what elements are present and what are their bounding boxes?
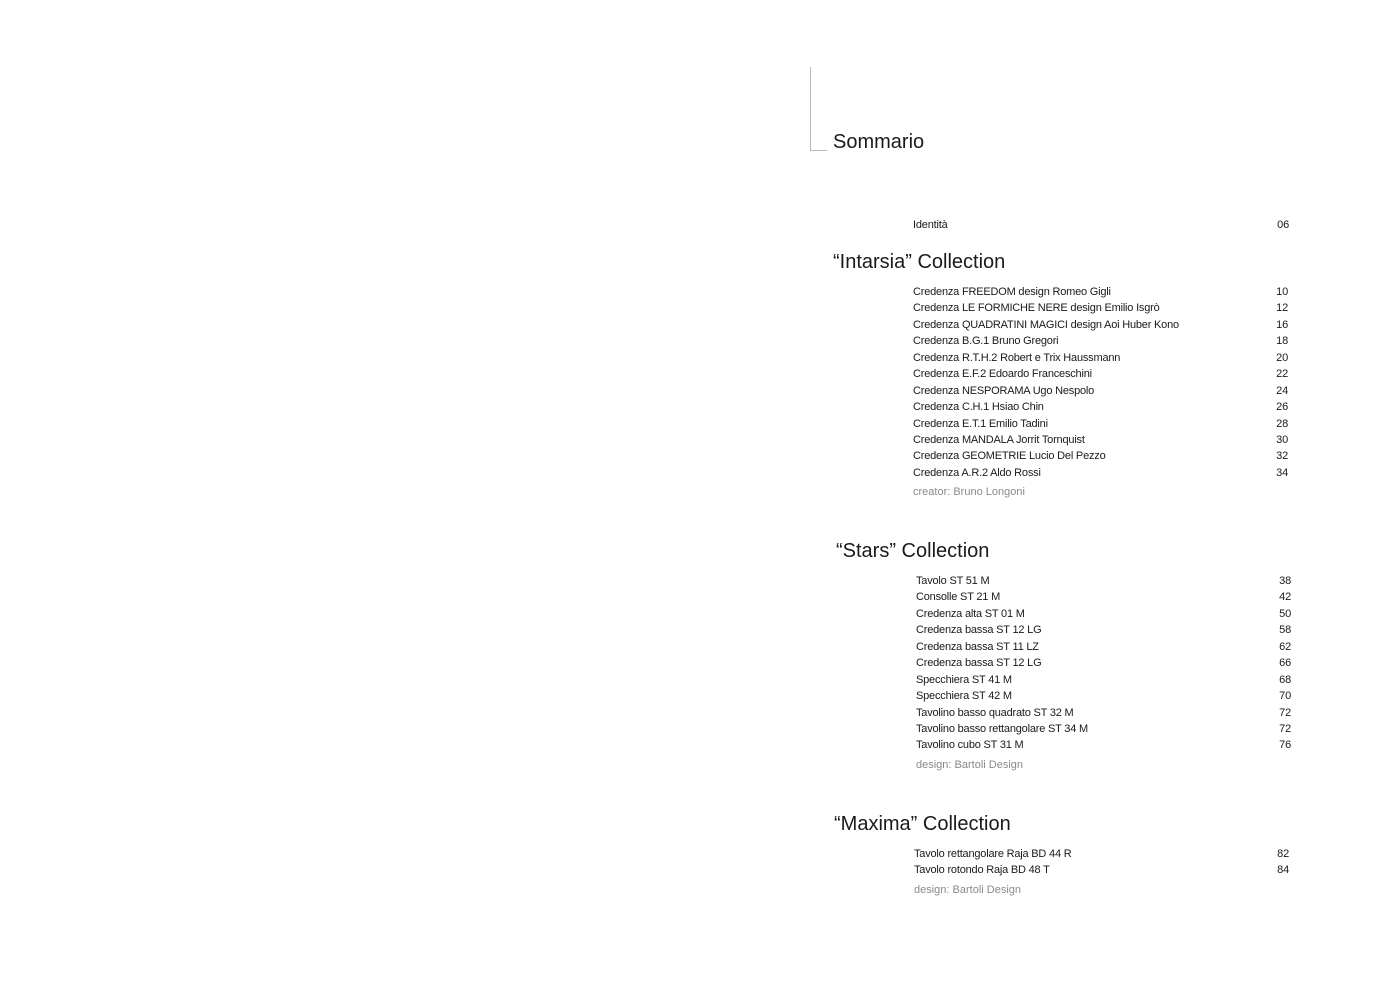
- toc-entry[interactable]: [916, 688, 1291, 704]
- toc-entry-label: Tavolo rotondo Raja BD 48 T: [914, 864, 1050, 877]
- toc-entry-label: Tavolino basso quadrato ST 32 M: [916, 706, 1074, 719]
- toc-entry-label: Credenza GEOMETRIE Lucio Del Pezzo: [913, 450, 1106, 463]
- toc-entry-page: 76: [1279, 739, 1291, 752]
- toc-entry-page: 38: [1279, 575, 1291, 587]
- title-bracket-rule: [810, 67, 827, 151]
- toc-entry-page: 28: [1276, 417, 1288, 430]
- toc-entry[interactable]: [914, 862, 1289, 878]
- toc-entry-label: Credenza bassa ST 11 LZ: [916, 640, 1039, 653]
- section-title-intarsia: “Intarsia” Collection: [833, 251, 1006, 273]
- toc-entry-label: Credenza bassa ST 12 LG: [916, 657, 1042, 670]
- toc-entry-label: Credenza alta ST 01 M: [916, 607, 1025, 620]
- toc-entry-page: 34: [1276, 466, 1288, 479]
- toc-entry-label: Credenza C.H.1 Hsiao Chin: [913, 401, 1044, 414]
- toc-entry[interactable]: [913, 350, 1288, 366]
- toc-entry-label: Identità: [913, 219, 948, 231]
- toc-entry-label: Tavolino cubo ST 31 M: [916, 739, 1024, 752]
- toc-entry-label: Credenza bassa ST 12 LG: [916, 624, 1042, 637]
- toc-entry-page: 68: [1279, 673, 1291, 686]
- section-title-maxima: “Maxima” Collection: [834, 813, 1011, 835]
- section-credit-maxima: design: Bartoli Design: [914, 884, 1022, 896]
- page-title: Sommario: [833, 131, 925, 153]
- toc-entry-page: 62: [1279, 640, 1291, 653]
- toc-entry-label: Credenza A.R.2 Aldo Rossi: [913, 466, 1041, 479]
- toc-entry-page: 30: [1276, 433, 1288, 446]
- toc-entry-label: Credenza QUADRATINI MAGICI design Aoi Huber Kono: [913, 318, 1179, 331]
- toc-entry-label: Tavolo rettangolare Raja BD 44 R: [914, 848, 1072, 860]
- toc-entry-page: 12: [1276, 302, 1288, 315]
- toc-entry[interactable]: [913, 300, 1288, 316]
- toc-entry[interactable]: [913, 399, 1288, 415]
- toc-entry-page: 18: [1276, 335, 1288, 348]
- toc-entry-page: 66: [1279, 657, 1291, 670]
- toc-entry[interactable]: [913, 333, 1288, 349]
- section-credit-intarsia: creator: Bruno Longoni: [913, 486, 1025, 498]
- toc-entry-page: 26: [1276, 401, 1288, 414]
- toc-entry-page: 24: [1276, 384, 1288, 397]
- toc-entry[interactable]: [916, 639, 1291, 655]
- toc-entry-label: Specchiera ST 42 M: [916, 690, 1012, 703]
- toc-entry-identita[interactable]: [913, 217, 1289, 233]
- identita-list: [913, 217, 1289, 233]
- toc-entry[interactable]: [916, 737, 1291, 753]
- toc-entry-page: 16: [1276, 318, 1288, 331]
- toc-entry[interactable]: [913, 416, 1288, 432]
- toc-entry-page: 42: [1279, 591, 1291, 604]
- toc-entry[interactable]: [913, 448, 1288, 464]
- toc-entry-page: 32: [1276, 450, 1288, 463]
- toc-entry[interactable]: [916, 573, 1291, 589]
- toc-entry[interactable]: [916, 606, 1291, 622]
- toc-entry-label: Credenza B.G.1 Bruno Gregori: [913, 335, 1059, 348]
- toc-entry-label: Credenza FREEDOM design Romeo Gigli: [913, 286, 1111, 298]
- toc-entry[interactable]: [913, 366, 1288, 382]
- toc-entry-page: 06: [1277, 219, 1289, 231]
- toc-entry-label: Consolle ST 21 M: [916, 591, 1001, 604]
- toc-entry-page: 84: [1277, 864, 1289, 877]
- toc-entry-label: Credenza MANDALA Jorrit Tornquist: [913, 433, 1085, 446]
- toc-entry[interactable]: [913, 432, 1288, 448]
- toc-entry-page: 10: [1276, 286, 1288, 298]
- section-credit-stars: design: Bartoli Design: [916, 759, 1024, 771]
- toc-entry[interactable]: [916, 721, 1291, 737]
- toc-entry[interactable]: [916, 672, 1291, 688]
- toc-entry-page: 20: [1276, 351, 1288, 364]
- toc-entry-page: 50: [1279, 607, 1291, 620]
- section-list-stars: [916, 573, 1291, 754]
- toc-entry[interactable]: [916, 655, 1291, 671]
- toc-entry[interactable]: [916, 622, 1291, 638]
- toc-entry-label: Credenza E.T.1 Emilio Tadini: [913, 417, 1048, 430]
- toc-entry-label: Credenza R.T.H.2 Robert e Trix Haussmann: [913, 351, 1121, 364]
- toc-entry-page: 72: [1279, 706, 1291, 719]
- toc-entry-label: Credenza LE FORMICHE NERE design Emilio Isgrò: [913, 302, 1160, 315]
- toc-entry-page: 72: [1279, 722, 1291, 735]
- toc-entry-page: 58: [1279, 624, 1291, 637]
- toc-entry[interactable]: [913, 317, 1288, 333]
- toc-entry[interactable]: [913, 383, 1288, 399]
- toc-entry-page: 22: [1276, 368, 1288, 381]
- section-title-stars: “Stars” Collection: [836, 540, 990, 562]
- toc-entry-page: 70: [1279, 690, 1291, 703]
- toc-entry-label: Credenza E.F.2 Edoardo Franceschini: [913, 368, 1092, 381]
- toc-entry[interactable]: [916, 589, 1291, 605]
- toc-entry-label: Credenza NESPORAMA Ugo Nespolo: [913, 384, 1095, 397]
- toc-entry-page: 82: [1277, 848, 1289, 860]
- section-list-maxima: [914, 846, 1289, 879]
- toc-entry[interactable]: [913, 465, 1288, 481]
- section-list-intarsia: [913, 284, 1288, 481]
- toc-entry-label: Tavolino basso rettangolare ST 34 M: [916, 722, 1088, 735]
- toc-entry-label: Tavolo ST 51 M: [916, 575, 990, 587]
- toc-entry[interactable]: [913, 284, 1288, 300]
- toc-entry-label: Specchiera ST 41 M: [916, 673, 1012, 686]
- toc-entry[interactable]: [916, 705, 1291, 721]
- toc-entry[interactable]: [914, 846, 1289, 862]
